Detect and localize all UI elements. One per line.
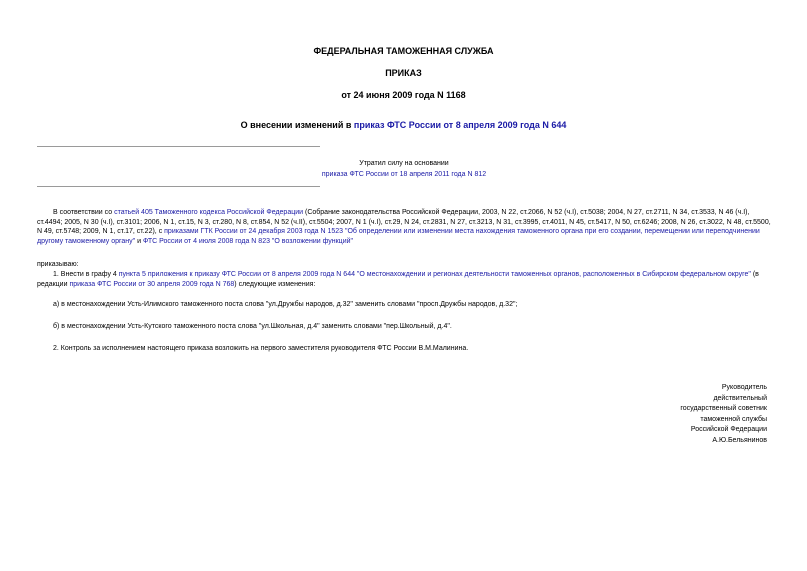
doc-title — [0, 121, 807, 131]
item-2: 2. Контроль за исполнением настоящего приказа возложить на первого заместителя руководителя ФТС России В.М.Малинина. — [53, 345, 469, 352]
item1-text-2: (в редакции — [37, 271, 759, 288]
title-link[interactable]: приказ ФТС России от 8 апреля 2009 года N 644 — [353, 120, 567, 130]
preamble-text-1: В соответствии со — [53, 209, 115, 216]
signature-line: Руководитель — [721, 384, 767, 391]
signature-name: А.Ю.Бельянинов — [712, 436, 767, 444]
item1-text-1: 1. Внести в графу 4 — [53, 271, 119, 278]
preamble-link-gtk[interactable]: приказами ГТК России от 24 декабря 2003 года N 1523 "Об определении или изменении места нахождения таможенного органа при его создании, перемещении или переподчинении другому таможенному органу" — [37, 228, 760, 245]
status-note — [320, 159, 488, 179]
signature-line: государственный советник — [680, 405, 767, 413]
preamble — [37, 208, 772, 246]
divider-bottom — [37, 186, 320, 187]
item-b: б) в местонахождении Усть-Кутского таможенного поста слова "ул.Школьная, д.4" заменить словами "пер.Школьный, д.4". — [53, 323, 452, 330]
signature-line: Российской Федерации — [690, 426, 767, 434]
signature-line: действительный — [713, 394, 767, 402]
doc-date: от 24 июня 2009 года N 1168 — [341, 90, 466, 100]
item1-link-768[interactable]: приказа ФТС России от 30 апреля 2009 года N 768 — [69, 280, 235, 288]
signature-line: таможенной службы — [700, 415, 767, 423]
preamble-text-3: и — [135, 237, 143, 245]
title-prefix: О внесении изменений в — [240, 120, 354, 130]
preamble-link-tk[interactable]: статьей 405 Таможенного кодекса Российской Федерации — [114, 209, 304, 216]
item-1 — [37, 270, 772, 289]
item-a: а) в местонахождении Усть-Илимского таможенного поста слова "ул.Дружбы народов, д.32" заменить словами "просп.Дружбы народов, д.32"; — [53, 301, 518, 308]
divider-top — [37, 146, 320, 147]
preamble-link-fts[interactable]: ФТС России от 4 июля 2008 года N 823 "О возложении функций" — [142, 237, 354, 245]
item1-text-3: ) следующие изменения: — [234, 280, 316, 288]
signature-block — [680, 383, 767, 447]
status-line: Утратил силу на основании — [359, 160, 449, 167]
status-link[interactable]: приказа ФТС России от 18 апреля 2011 года N 812 — [321, 170, 487, 178]
org-name: ФЕДЕРАЛЬНАЯ ТАМОЖЕННАЯ СЛУЖБА — [313, 46, 494, 56]
preamble-text-2: (Собрание законодательства Российской Федерации, 2003, N 22, ст.2066, N 52 (ч.I), ст.5038; 2004, N 27, ст.2711, N 34, ст.3533, N 46 (ч.I), ст.4494; 2005, N 30 (ч.I), ст.3101; 2006, N 1, ст.15, N 3, ст.280, N 8, ст.854, N 52 (ч.II), ст.5504; 2007, N 1 (ч.I), ст.29, N 24, ст.2831, N 27, ст.3213, N 31, ст.3995, ст.4011, N 45, ст.5417, N 50, ст.6246; 2008, N 26, ст.3022, N 48, ст.5500, N 49, ст.5748; 2009, N 1, ст.17, ст.22), с — [37, 209, 771, 235]
item1-link-644[interactable]: пункта 5 приложения к приказу ФТС России от 8 апреля 2009 года N 644 "О местонахождении и регионах деятельности таможенных органов, расположенных в Сибирском федеральном округе" — [118, 271, 751, 278]
order-word: приказываю: — [37, 261, 79, 268]
doc-type: ПРИКАЗ — [385, 68, 422, 78]
